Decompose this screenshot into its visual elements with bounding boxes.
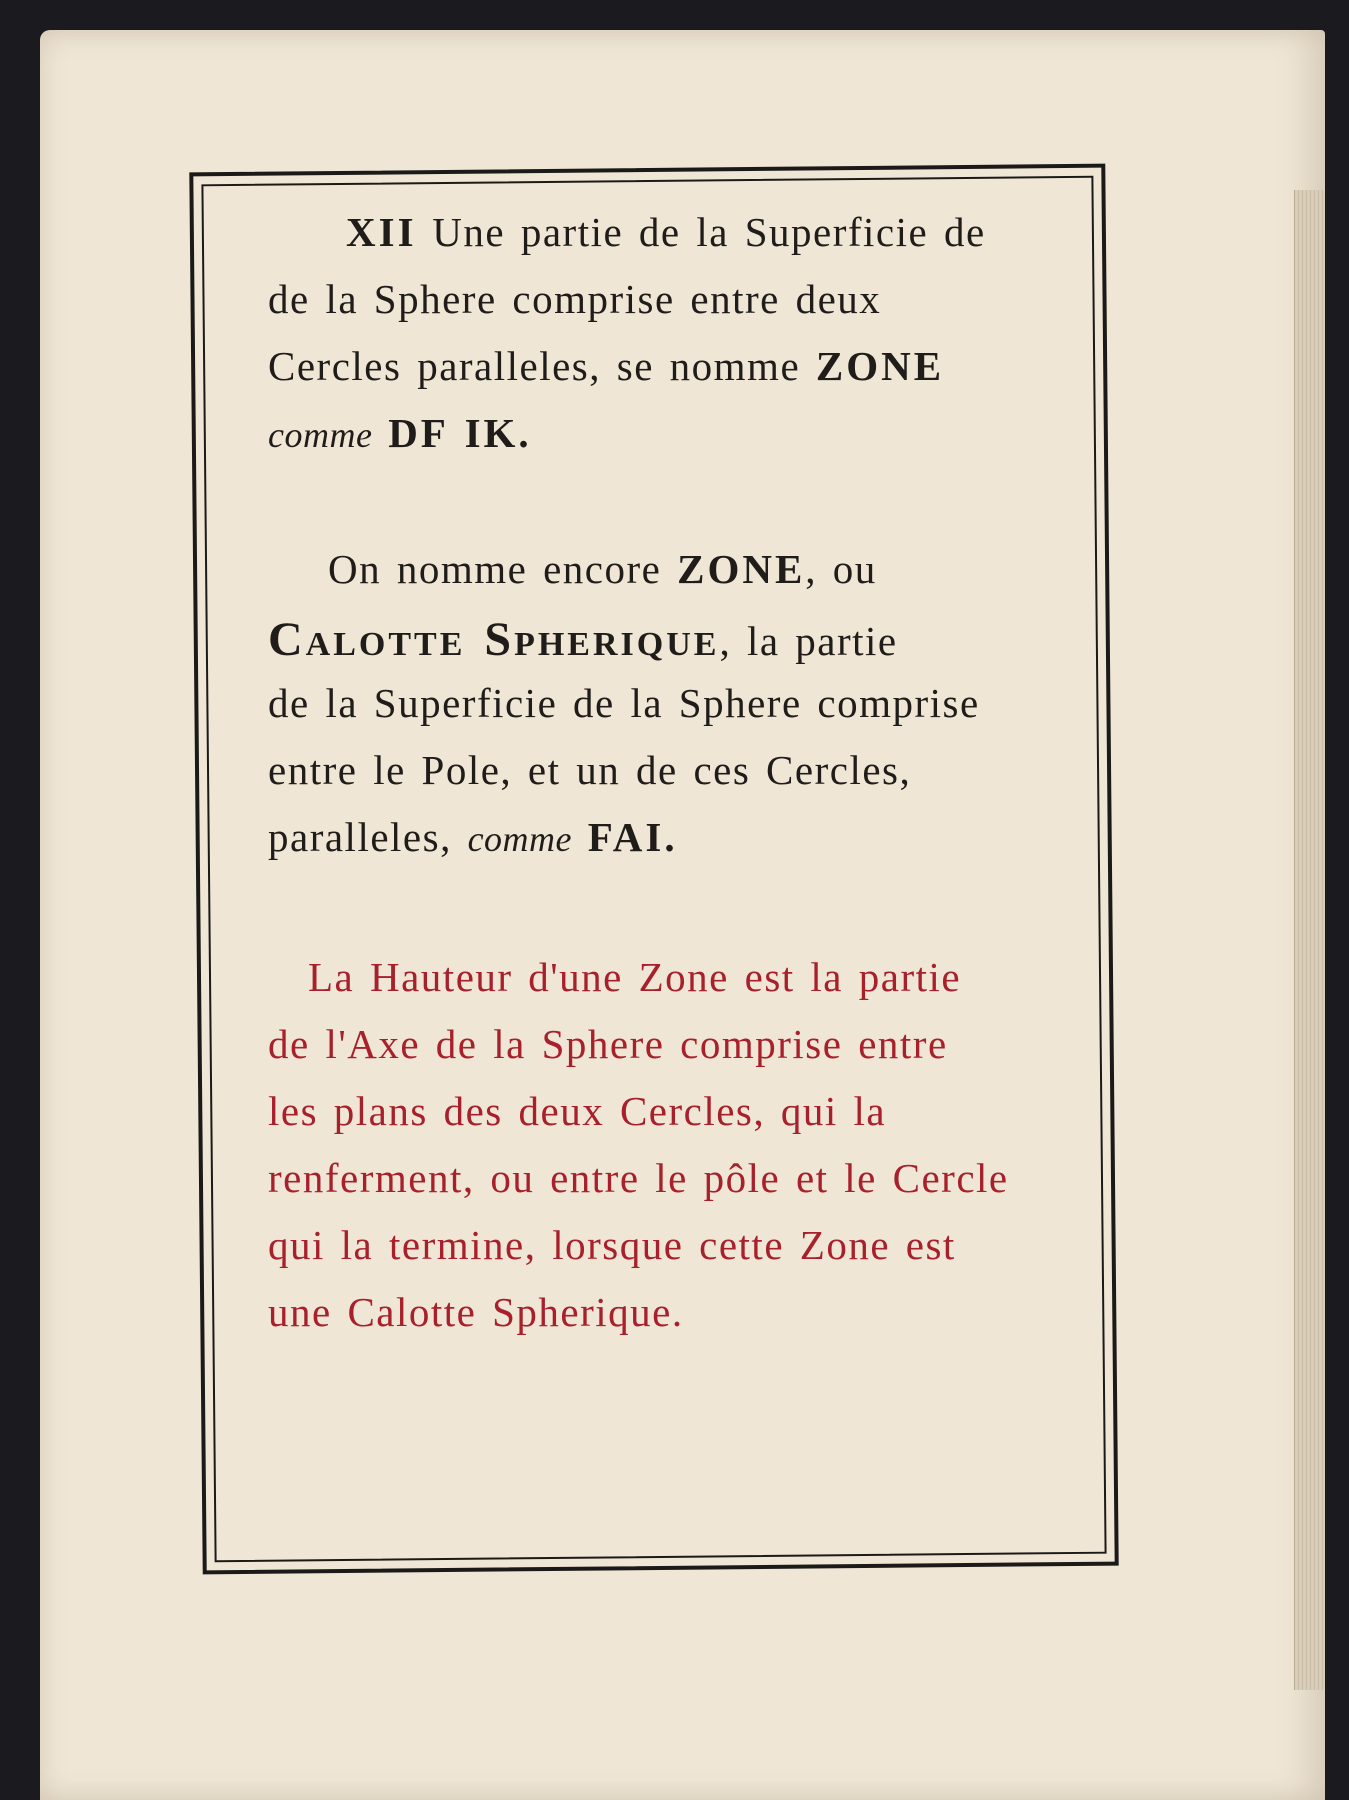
definition-xii: [268, 208, 1068, 476]
text-line: de l'Axe de la Sphere comprise entre: [268, 1021, 948, 1067]
term-zone: ZONE: [815, 343, 945, 389]
text-line: les plans des deux Cercles, qui la: [268, 1088, 887, 1134]
definition-hauteur-zone: [268, 953, 1068, 1355]
text-span: On nomme encore: [328, 546, 662, 592]
definition-calotte: [268, 545, 1068, 880]
term-zone: ZONE: [677, 546, 806, 592]
section-number: XII: [346, 209, 417, 255]
text-span: , ou: [805, 546, 877, 592]
text-line: [268, 342, 1068, 409]
text-line: de la Superficie de la Sphere comprise: [268, 680, 980, 726]
text-line: de la Sphere comprise entre deux: [268, 276, 882, 322]
text-line: [268, 545, 1068, 612]
text-span: , la partie: [719, 618, 898, 664]
text-span: Une partie de la Superficie de: [432, 209, 986, 255]
italic-comme: comme: [467, 819, 573, 859]
text-span: paralleles,: [268, 814, 452, 860]
text-span: Cercles paralleles, se nomme: [268, 343, 801, 389]
text-line: [268, 409, 1068, 476]
term-calotte-spherique: Calotte Spherique: [268, 613, 720, 666]
text-line: [268, 612, 1068, 679]
text-line: [268, 813, 1068, 880]
figure-reference: FAI.: [587, 814, 678, 860]
figure-reference: DF IK.: [388, 410, 532, 456]
text-line: entre le Pole, et un de ces Cercles,: [268, 747, 912, 793]
text-line: La Hauteur d'une Zone est la partie: [308, 954, 962, 1000]
page-edge: [1294, 190, 1325, 1690]
text-line: renferment, ou entre le pôle et le Cercle: [268, 1155, 1009, 1201]
text-line: une Calotte Spherique.: [268, 1289, 684, 1335]
italic-comme: comme: [268, 415, 373, 455]
text-line: [268, 208, 1068, 275]
text-line: qui la termine, lorsque cette Zone est: [268, 1222, 956, 1268]
